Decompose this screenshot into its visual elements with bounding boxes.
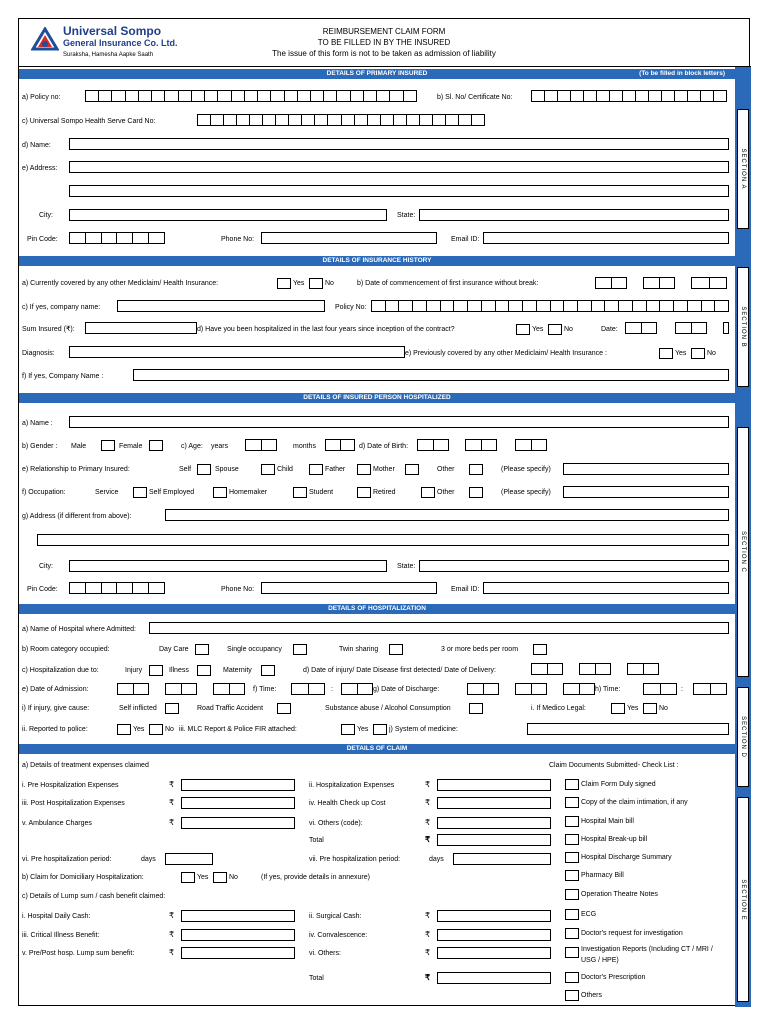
gender-label: b) Gender : [22,443,58,450]
c-email-label: Email ID: [451,586,480,593]
police-no-label: No [165,726,174,733]
pre-hosp-input[interactable] [181,779,295,791]
side-label-b: SECTION B [737,267,749,387]
date-injury-label: d) Date of injury/ Date Disease first detected/ Date of Delivery: [303,667,496,674]
name-label: d) Name: [22,142,51,149]
doc-checkbox[interactable] [565,928,579,939]
system-input[interactable] [527,723,729,735]
homemaker-label: Homemaker [229,489,268,496]
doc-checkbox[interactable] [565,947,579,958]
hosp-exp-label: ii. Hospitalization Expenses [309,782,395,789]
commence-mm[interactable] [643,277,675,289]
company-name: Universal Sompo [63,24,162,38]
company-sub: General Insurance Co. Ltd. [63,38,178,48]
pre-period-label: vi. Pre hospitalization period: [22,856,112,863]
company-label: c) If yes, company name: [22,304,101,311]
sum-insured-label: Sum Insured (₹): [22,326,75,333]
three-more-label: 3 or more beds per room [441,646,519,653]
form-subtitle: TO BE FILLED IN BY THE INSURED [317,38,451,47]
mlc-no-checkbox[interactable] [373,724,387,735]
c-phone-input[interactable] [261,582,437,594]
time-h-mm[interactable] [693,683,727,695]
commence-dd[interactable] [595,277,627,289]
ambulance-label: v. Ambulance Charges [22,820,92,827]
section-e-header: DETAILS OF CLAIM [19,744,735,754]
male-label: Male [71,443,87,450]
claim-form [18,18,750,1006]
email-input[interactable] [483,232,729,244]
admission-dd[interactable] [117,683,149,695]
rta-label: Road Traffic Accident [197,705,264,712]
occupation-specify-input[interactable] [563,486,729,498]
child-label: Child [277,466,293,473]
rupee-6: ₹ [425,818,431,827]
mother-checkbox[interactable] [405,464,419,475]
medico-no-checkbox[interactable] [643,703,657,714]
city-input[interactable] [69,209,387,221]
time-h-hh[interactable] [643,683,677,695]
section-d-header: DETAILS OF HOSPITALIZATION [19,604,735,614]
domiciliary-yes-label: Yes [197,874,209,881]
rupee-8: ₹ [169,911,175,920]
doc-checkbox[interactable] [565,889,579,900]
rupee-14: ₹ [425,973,431,982]
side-label-d: SECTION D [737,687,749,787]
prev-no-checkbox[interactable] [691,348,705,359]
covered-yes-label: Yes [293,280,305,287]
police-yes-checkbox[interactable] [117,724,131,735]
sl-no-label: b) Sl. No/ Certificate No: [437,94,513,101]
doc-label: Hospital Discharge Summary [581,854,672,861]
admission-label: e) Date of Admission: [22,686,89,693]
doc-label: Doctor's request for investigation [581,930,683,937]
other-checkbox[interactable] [469,464,483,475]
hospitalized-no-checkbox[interactable] [548,324,562,335]
doc-label: Copy of the claim intimation, if any [581,799,688,806]
student-label: Student [309,489,334,496]
domiciliary-label: b) Claim for Domiciliary Hospitalization: [22,874,144,881]
section-a-header: DETAILS OF PRIMARY INSURED (To be filled in block letters) [19,69,735,79]
total-input[interactable] [437,834,551,846]
convalescence-input[interactable] [437,929,551,941]
days-label-1: days [141,856,156,863]
company-name-b-label: f) If yes, Company Name : [22,373,104,380]
critical-label: iii. Critical Illness Benefit: [22,932,100,939]
time-h-colon: : [681,686,683,693]
total-label: Total [309,837,324,844]
single-checkbox[interactable] [293,644,307,655]
relationship-label: e) Relationship to Primary Insured: [22,466,130,473]
occ-specify-label: (Please specify) [501,489,551,496]
dob-dd[interactable] [417,439,449,451]
policy-no-label: a) Policy no: [22,94,61,101]
father-checkbox[interactable] [357,464,371,475]
date-commence-label: b) Date of commencement of first insurance without break: [357,280,539,287]
injury-checkbox[interactable] [149,665,163,676]
daily-cash-input[interactable] [181,910,295,922]
prev-yes-label: Yes [675,350,687,357]
form-title: REIMBURSEMENT CLAIM FORM [322,27,446,36]
covered-label: a) Currently covered by any other Mediclaim/ Health Insurance: [22,280,219,287]
rupee-5: ₹ [169,818,175,827]
time-f-mm[interactable] [341,683,373,695]
rupee-4: ₹ [425,798,431,807]
diagnosis-label: Diagnosis: [22,350,55,357]
room-label: b) Room category occupied: [22,646,110,653]
sum-insured-input[interactable] [85,322,197,334]
hospitalized-label: d) Have you been hospitalized in the last four years since inception of the contract? [197,326,455,333]
prev-covered-label: e) Previously covered by any other Mediclaim/ Health Insurance : [405,350,607,357]
side-label-a: SECTION A [737,109,749,229]
c-state-label: State: [397,563,416,570]
pin-label: Pin Code: [27,236,58,243]
address-label: e) Address: [22,165,58,172]
retired-label: Retired [373,489,396,496]
single-label: Single occupancy [227,646,282,653]
convalescence-label: iv. Convalescence: [309,932,368,939]
doc-label: Pharmacy Bill [581,872,624,879]
surgical-input[interactable] [437,910,551,922]
dob-label: d) Date of Birth: [359,443,409,450]
pre-period2-input[interactable] [453,853,551,865]
age-years-input[interactable] [245,439,277,451]
rupee-9: ₹ [425,911,431,920]
c-name-input[interactable] [69,416,729,428]
rupee-3: ₹ [169,798,175,807]
covered-no-label: No [325,280,334,287]
covered-no-checkbox[interactable] [309,278,323,289]
c-phone-label: Phone No: [221,586,255,593]
hosp-date-label: Date: [601,326,618,333]
city-label: City: [39,212,53,219]
rupee-7: ₹ [425,835,431,844]
doc-checkbox[interactable] [565,816,579,827]
hospitalized-no-label: No [564,326,573,333]
commence-yy[interactable] [691,277,727,289]
c-city-input[interactable] [69,560,387,572]
doc-checkbox[interactable] [565,797,579,808]
address-input-1[interactable] [69,161,729,173]
total2-label: Total [309,975,324,982]
c-state-input[interactable] [419,560,729,572]
covered-yes-checkbox[interactable] [277,278,291,289]
medico-yes-checkbox[interactable] [611,703,625,714]
dob-mm[interactable] [465,439,497,451]
mlc-label: iii. MLC Report & Police FIR attached: [179,726,297,733]
c-pin-input[interactable] [69,582,165,594]
doc-label: Claim Form Duly signed [581,781,656,788]
injury-mm[interactable] [579,663,611,675]
male-checkbox[interactable] [101,440,115,451]
post-hosp-input[interactable] [181,797,295,809]
retired-checkbox[interactable] [421,487,435,498]
hospital-name-input[interactable] [149,622,729,634]
others-input[interactable] [437,947,551,959]
medico-no-label: No [659,705,668,712]
ambulance-input[interactable] [181,817,295,829]
rupee-12: ₹ [169,948,175,957]
student-checkbox[interactable] [357,487,371,498]
c-name-label: a) Name : [22,420,53,427]
female-checkbox[interactable] [149,440,163,451]
rta-checkbox[interactable] [277,703,291,714]
company-logo-icon [31,27,59,53]
critical-input[interactable] [181,929,295,941]
state-input[interactable] [419,209,729,221]
health-check-label: iv. Health Check up Cost [309,800,386,807]
disclaimer: The issue of this form is not to be taken as admission of liability [272,49,496,58]
checklist-label: Claim Documents Submitted- Check List : [549,762,679,769]
daily-cash-label: i. Hospital Daily Cash: [22,913,91,920]
doc-checkbox[interactable] [565,990,579,1001]
phone-input[interactable] [261,232,437,244]
card-no-label: c) Universal Sompo Health Serve Card No: [22,118,156,125]
doc-checkbox[interactable] [565,779,579,790]
self-employed-checkbox[interactable] [213,487,227,498]
time-f-label: f) Time: [253,686,277,693]
injury-cause-label: i) If injury, give cause: [22,705,90,712]
admission-mm[interactable] [165,683,197,695]
twin-label: Twin sharing [339,646,379,653]
injury-dd[interactable] [531,663,563,675]
hospitalized-yes-checkbox[interactable] [516,324,530,335]
company-input[interactable] [117,300,325,312]
side-label-c: SECTION C [737,427,749,677]
c-address-input-2[interactable] [37,534,729,546]
time-f-colon: : [331,686,333,693]
discharge-label: g) Date of Discharge: [373,686,440,693]
years-label: years [211,443,229,450]
prev-yes-checkbox[interactable] [659,348,673,359]
c-address-label: g) Address (if different from above): [22,513,132,520]
father-label: Father [325,466,346,473]
day-care-label: Day Care [159,646,189,653]
email-label: Email ID: [451,236,480,243]
pre-period-input[interactable] [165,853,213,865]
occupation-label: f) Occupation: [22,489,66,496]
time-f-hh[interactable] [291,683,325,695]
discharge-dd[interactable] [467,683,499,695]
others-code-label: vi. Others (code): [309,820,363,827]
self-inflicted-label: Self inflicted [119,705,157,712]
hosp-exp-input[interactable] [437,779,551,791]
hosp-mm[interactable] [675,322,707,334]
others-code-input[interactable] [437,817,551,829]
diagnosis-input[interactable] [69,346,405,358]
day-care-checkbox[interactable] [195,644,209,655]
lump-label: c) Details of Lump sum / cash benefit claimed: [22,893,166,900]
police-yes-label: Yes [133,726,145,733]
relationship-specify-input[interactable] [563,463,729,475]
system-label: j) System of medicine: [389,726,458,733]
discharge-yy[interactable] [563,683,595,695]
age-months-input[interactable] [325,439,355,451]
doc-label: ECG [581,911,597,918]
rupee-10: ₹ [169,930,175,939]
maternity-checkbox[interactable] [261,665,275,676]
others-label: vi. Others: [309,950,341,957]
service-label: Service [95,489,119,496]
occ-other-label: Other [437,489,455,496]
time-h-label: h) Time: [595,686,621,693]
section-c-header: DETAILS OF INSURED PERSON HOSPITALIZED [19,393,735,403]
c-pin-label: Pin Code: [27,586,58,593]
card-no-input[interactable] [197,114,485,126]
phone-label: Phone No: [221,236,255,243]
doc-checkbox[interactable] [565,852,579,863]
substance-checkbox[interactable] [469,703,483,714]
policy-no-input[interactable] [85,90,417,102]
hospitalized-yes-label: Yes [532,326,544,333]
doc-label: Doctor's Prescription [581,974,646,981]
illness-checkbox[interactable] [197,665,211,676]
doc-checkbox[interactable] [565,972,579,983]
doc-checkbox[interactable] [565,870,579,881]
hosp-yy[interactable] [723,322,729,334]
three-more-checkbox[interactable] [533,644,547,655]
mlc-yes-label: Yes [357,726,369,733]
hosp-dd[interactable] [625,322,657,334]
self-label: Self [179,466,192,473]
female-label: Female [119,443,143,450]
self-checkbox[interactable] [197,464,211,475]
hospital-name-label: a) Name of Hospital where Admitted: [22,626,136,633]
domiciliary-no-label: No [229,874,238,881]
child-checkbox[interactable] [309,464,323,475]
self-inflicted-checkbox[interactable] [165,703,179,714]
pin-input[interactable] [69,232,165,244]
doc-label: Others [581,992,603,999]
doc-checkbox[interactable] [565,909,579,920]
rupee-1: ₹ [169,780,175,789]
prepost-label: v. Pre/Post hosp. Lump sum benefit: [22,950,135,957]
section-b-header: DETAILS OF INSURANCE HISTORY [19,256,735,266]
side-label-e: SECTION E [737,797,749,1002]
treatment-label: a) Details of treatment expenses claimed [22,762,149,769]
c-address-input-1[interactable] [165,509,729,521]
doc-label: Investigation Reports (Including CT / MRI / USG / HPE) [581,946,713,964]
name-input[interactable] [69,138,729,150]
other-label: Other [437,466,455,473]
state-label: State: [397,212,416,219]
dob-yy[interactable] [515,439,547,451]
prepost-input[interactable] [181,947,295,959]
rupee-2: ₹ [425,780,431,789]
pre-hosp-label: i. Pre Hospitalization Expenses [22,782,119,789]
doc-checkbox[interactable] [565,834,579,845]
police-no-checkbox[interactable] [149,724,163,735]
domiciliary-yes-checkbox[interactable] [181,872,195,883]
spouse-checkbox[interactable] [261,464,275,475]
service-checkbox[interactable] [133,487,147,498]
domiciliary-no-checkbox[interactable] [213,872,227,883]
surgical-label: ii. Surgical Cash: [309,913,362,920]
company-name-b-input[interactable] [133,369,729,381]
c-email-input[interactable] [483,582,729,594]
substance-label: Substance abuse / Alcohol Consumption [325,705,451,712]
policy-no-b-label: Policy No: [335,304,367,311]
side-bar [735,67,751,1007]
prev-no-label: No [707,350,716,357]
months-label: months [293,443,316,450]
c-city-label: City: [39,563,53,570]
tagline: Suraksha, Hamesha Aapke Saath [63,52,154,58]
spouse-label: Spouse [215,466,239,473]
address-input-2[interactable] [69,185,729,197]
injury-yy[interactable] [627,663,659,675]
policy-no-b-input[interactable] [371,300,729,312]
days-label-2: days [429,856,444,863]
age-label: c) Age: [181,443,203,450]
pre-period2-label: vii. Pre hospitalization period: [309,856,401,863]
occ-other-checkbox[interactable] [469,487,483,498]
total2-input[interactable] [437,972,551,984]
doc-label: Hospital Main bill [581,818,634,825]
rupee-13: ₹ [425,948,431,957]
doc-label: Operation Theatre Notes [581,891,658,898]
homemaker-checkbox[interactable] [293,487,307,498]
admission-yy[interactable] [213,683,245,695]
rupee-11: ₹ [425,930,431,939]
form-header [19,19,751,67]
block-letters-note: (To be filled in block letters) [639,70,725,77]
discharge-mm[interactable] [515,683,547,695]
maternity-label: Maternity [223,667,252,674]
medico-label: i. If Medico Legal: [531,705,586,712]
annexure-label: (If yes, provide details in annexure) [261,874,370,881]
injury-label: Injury [125,667,143,674]
mother-label: Mother [373,466,395,473]
due-to-label: c) Hospitalization due to: [22,667,99,674]
medico-yes-label: Yes [627,705,639,712]
sl-no-input[interactable] [531,90,727,102]
police-label: ii. Reported to police: [22,726,88,733]
doc-label: Hospital Break-up bill [581,836,648,843]
self-employed-label: Self Employed [149,489,195,496]
illness-label: Illness [169,667,189,674]
twin-checkbox[interactable] [389,644,403,655]
specify-label: (Please specify) [501,466,551,473]
mlc-yes-checkbox[interactable] [341,724,355,735]
health-check-input[interactable] [437,797,551,809]
post-hosp-label: iii. Post Hospitalization Expenses [22,800,125,807]
